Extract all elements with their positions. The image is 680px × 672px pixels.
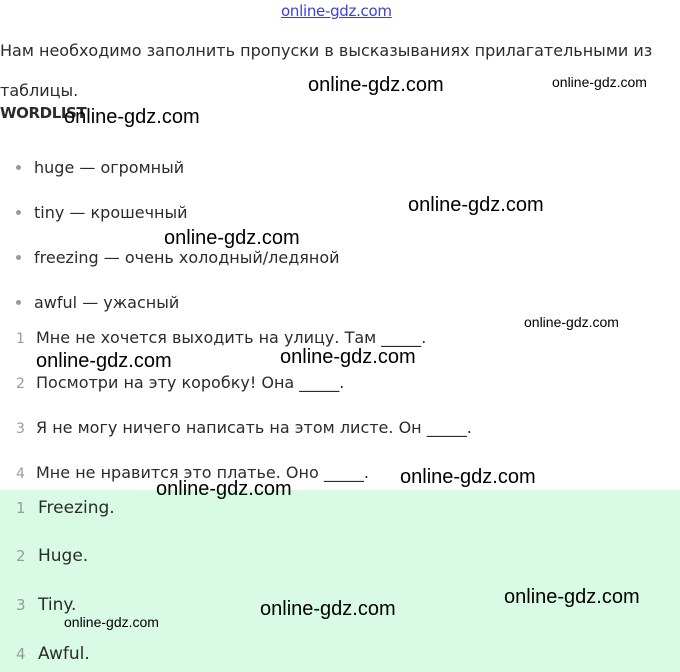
watermark: online-gdz.com	[504, 586, 640, 608]
answer-text: Huge.	[38, 546, 89, 566]
task-sentence	[16, 418, 472, 437]
answer-text: Awful.	[38, 644, 90, 664]
task-number: 4	[16, 466, 25, 482]
bullet-icon	[16, 255, 21, 260]
wordlist-item-text: tiny — крошечный	[34, 203, 188, 222]
task-number: 1	[16, 331, 25, 347]
task-number: 3	[16, 421, 25, 437]
wordlist-item	[16, 293, 179, 312]
watermark: online-gdz.com	[280, 346, 416, 368]
watermark: online-gdz.com	[164, 227, 300, 249]
answer-number: 2	[16, 547, 26, 565]
bullet-icon	[16, 210, 21, 215]
task-text: Мне не нравится это платье. Оно _____.	[36, 463, 369, 482]
wordlist-item-text: awful — ужасный	[34, 293, 180, 312]
watermark: online-gdz.com	[552, 74, 647, 90]
answer-item	[16, 546, 88, 566]
answer-item	[16, 498, 115, 518]
wordlist-item	[16, 158, 184, 177]
answer-item	[16, 595, 76, 615]
wordlist-heading: WORDLIST	[0, 104, 87, 122]
answer-number: 4	[16, 645, 26, 663]
wordlist-item	[16, 203, 188, 222]
wordlist-item-text: freezing — очень холодный/ледяной	[34, 248, 340, 267]
answer-number: 3	[16, 596, 26, 614]
bullet-icon	[16, 165, 21, 170]
task-sentence	[16, 328, 426, 347]
site-link[interactable]: online-gdz.com	[281, 2, 392, 20]
task-instructions: Нам необходимо заполнить пропуски в высказываниях прилагательными из таблицы.	[0, 41, 653, 100]
watermark: online-gdz.com	[260, 598, 396, 620]
answer-number: 1	[16, 499, 26, 517]
watermark: online-gdz.com	[36, 350, 172, 372]
bullet-icon	[16, 300, 21, 305]
task-text: Мне не хочется выходить на улицу. Там _____.	[36, 328, 427, 347]
watermark: online-gdz.com	[524, 314, 619, 330]
watermark: online-gdz.com	[400, 466, 536, 488]
answer-item	[16, 644, 90, 664]
watermark: online-gdz.com	[64, 614, 159, 630]
wordlist-item-text: huge — огромный	[34, 158, 185, 177]
watermark: online-gdz.com	[408, 194, 544, 216]
task-text: Я не могу ничего написать на этом листе. Он _____.	[36, 418, 472, 437]
task-text: Посмотри на эту коробку! Она _____.	[36, 373, 345, 392]
wordlist-item	[16, 248, 340, 267]
task-number: 2	[16, 376, 25, 392]
watermark: online-gdz.com	[64, 106, 200, 128]
watermark: online-gdz.com	[156, 478, 292, 500]
answer-text: Tiny.	[38, 595, 77, 615]
watermark: online-gdz.com	[308, 74, 444, 96]
answer-text: Freezing.	[38, 498, 115, 518]
task-sentence	[16, 373, 344, 392]
